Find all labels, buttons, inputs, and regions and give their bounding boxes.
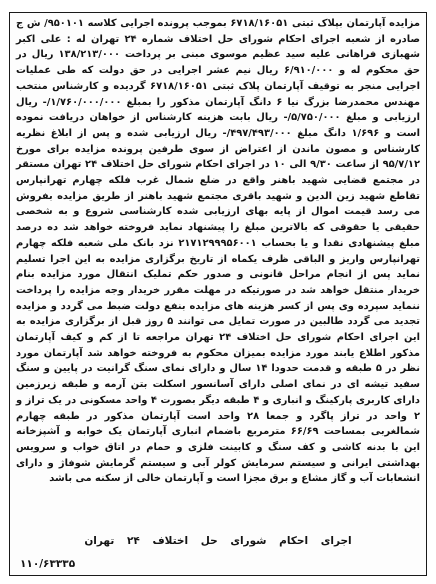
notice-footer — [10, 533, 426, 571]
issuer-signature: اجرای احکام شورای حل اختلاف ۲۴ تهران — [84, 535, 352, 547]
notice-frame — [9, 12, 427, 576]
reference-code: ۱۱۰/۶۳۳۳۵ — [20, 558, 76, 570]
auction-notice-text: مزایده آپارتمان بپلاک ثبتی ۶۷۱۸/۱۶۰۵۱ بموجب پرونده اجرایی کلاسه ۹۵۰۱۰۱/ ش ج صادره از شعبه اجرای احکام شورای حل اختلاف شماره ۲۴ تهران له : علی اکبر شهبازی فراهانی علیه سید عظیم موسوی مبنی بر پرداخت ۱۳۸/۲۱۳/۰۰۰ ریال در حق محکوم له و ۶/۹۱۰/۰۰۰ ریال نیم عشر اجرایی در حق دولت که طی عملیات اجرایی منجر به توقیف آپارتمان پلاک ثبتی ۶۷۱۸/۱۶۰۵۱ گردیده و کارشناس منتخب مهندس محمدرضا بزرگ نیا ۶ دانگ آپارتمان مذکور را بمبلغ ۱/۷۶۰/۰۰۰/۰۰۰/- ریال ارزیابی و مبلغ ۵/۷۵۰/۰۰۰/- ریال بابت هزینه کارشناس از خواهان دریافت نموده است و ۱/۶۹۶ دانگ مبلغ ۴۹۷/۴۹۳/۰۰۰/- ریال ارزیابی شده و پس از ابلاغ نظریه کارشناس و مصون ماندن از اعتراض از سوی طرفین پرونده مزایده برای مورخ ۹۵/۷/۱۲ از ساعت ۹/۳۰ الی ۱۰ در اجرای احکام شورای حل اختلاف ۲۴ تهران مستقر در مجتمع قضایی شهید باهنر واقع در ضلع شمال غرب فلکه چهارم تهرانپارس تقاطع شهید زین الدین و شهید باقری مجتمع شهید باهنر از طریق مزایده بفروش می رسد قیمت اموال از پایه بهای ارزیابی شده کارشناسی شروع و به شخصی حقیقی یا حقوقی که بالاترین مبلغ را پیشنهاد نماید فروخته خواهد شد ده درصد مبلغ پیشنهادی نقدا و یا بحساب ۲۱۷۱۲۹۹۹۵۶۰۰۱ نزد بانک ملی شعبه فلکه چهارم تهرانپارس واریز و الباقی ظرف یکماه از تاریخ برگزاری مزایده به این اجرا تسلیم نماید پس از انجام مراحل قانونی و صدور حکم تملیک انتقال مورد مزایده بنام خریدار منتقل خواهد شد در صورتیکه در مهلت مقرر خریدار وجه مزایده را پرداخت ننماید سپرده وی پس از کسر هزینه های مزایده بنفع دولت ضبط می گردد و مزایده تجدید می گردد طالبین در صورت تمایل می توانند ۵ روز قبل از برگزاری مزایده به این اجرای احکام شورای حل اختلاف ۲۴ تهران مراجعه تا از کم و کیف آپارتمان مذکور اطلاع یابند مورد مزایده بمیزان محکوم به فروخته خواهد شد آپارتمان مورد نظر در ۵ طبقه و قدمت حدودا ۱۴ سال و دارای نمای سنگ گرانیت در پایین و سنگ سفید تیشه ای در نمای اصلی دارای آسانسور اسکلت بتن آرمه و طبقه زیرزمین دارای کاربری پارکینگ و انباری و ۴ طبقه دیگر بصورت ۴ واحد مسکونی در یک تراز و ۲ واحد در تراز پاگرد و جمعا ۲۸ واحد است آپارتمان مذکور در طبقه چهارم شمالغربی بمساحت ۶۶/۶۹ مترمربع باضمام انباری آپارتمان یک خوابه و آشپزخانه این با بدنه کاشی و کف سنگ و کابینت فلزی و حمام در اتاق خواب و سرویس بهداشتی ایرانی و سیستم سرمایش کولر آبی و سیستم گرمایش شوفاژ و دارای انشعابات آب و گاز مشاع و برق مجزا است و آپارتمان خالی از سکنه می باشد — [16, 18, 421, 485]
